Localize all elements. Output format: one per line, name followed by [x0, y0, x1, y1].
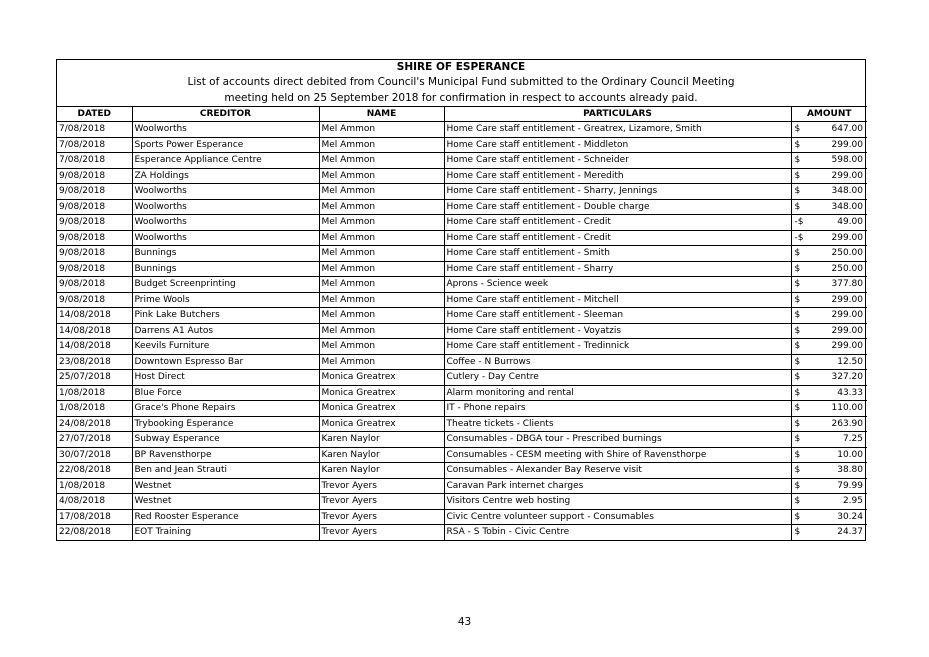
table-row — [57, 339, 867, 355]
cell-dated: 7/08/2018 — [57, 153, 132, 169]
cell-particulars: Aprons - Science week — [444, 277, 791, 293]
amount-value: 377.80 — [831, 279, 863, 290]
amount-value: 327.20 — [831, 372, 863, 383]
cell-dated: 27/07/2018 — [57, 432, 132, 448]
cell-name: Mel Ammon — [319, 308, 444, 324]
cell-name: Karen Naylor — [319, 463, 444, 479]
cell-name: Monica Greatrex — [319, 370, 444, 386]
cell-amount — [791, 184, 867, 200]
currency-symbol: $ — [794, 387, 801, 398]
cell-creditor: Bunnings — [132, 246, 319, 262]
cell-dated: 9/08/2018 — [57, 230, 132, 246]
cell-creditor: Esperance Appliance Centre — [132, 153, 319, 169]
cell-particulars: IT - Phone repairs — [444, 401, 791, 417]
currency-symbol: $ — [794, 325, 801, 336]
cell-particulars: Home Care staff entitlement - Middleton — [444, 137, 791, 153]
cell-amount — [791, 246, 867, 262]
cell-creditor: Budget Screenprinting — [132, 277, 319, 293]
currency-symbol: $ — [794, 263, 801, 274]
amount-value: 299.00 — [831, 325, 863, 336]
cell-name: Trevor Ayers — [319, 494, 444, 510]
currency-symbol: $ — [794, 139, 801, 150]
cell-dated: 23/08/2018 — [57, 354, 132, 370]
cell-dated: 14/08/2018 — [57, 308, 132, 324]
cell-dated: 22/08/2018 — [57, 463, 132, 479]
amount-value: 348.00 — [831, 201, 863, 212]
currency-symbol: -$ — [794, 232, 804, 243]
currency-symbol: $ — [794, 480, 801, 491]
page-number: 43 — [457, 616, 472, 628]
table-row — [57, 168, 867, 184]
cell-creditor: Ben and Jean Strauti — [132, 463, 319, 479]
cell-name: Monica Greatrex — [319, 416, 444, 432]
cell-amount — [791, 153, 867, 169]
cell-amount — [791, 215, 867, 231]
cell-amount — [791, 478, 867, 494]
amount-value: 299.00 — [831, 341, 863, 352]
cell-particulars: Home Care staff entitlement - Credit — [444, 230, 791, 246]
cell-creditor: Subway Esperance — [132, 432, 319, 448]
table-row — [57, 153, 867, 169]
cell-name: Mel Ammon — [319, 323, 444, 339]
table-row — [57, 122, 867, 138]
cell-name: Trevor Ayers — [319, 509, 444, 525]
currency-symbol: $ — [794, 170, 801, 181]
cell-creditor: EOT Training — [132, 525, 319, 540]
currency-symbol: -$ — [794, 217, 804, 228]
amount-value: 79.99 — [837, 480, 863, 491]
currency-symbol: $ — [794, 403, 801, 414]
cell-dated: 17/08/2018 — [57, 509, 132, 525]
table-row — [57, 447, 867, 463]
cell-name: Mel Ammon — [319, 153, 444, 169]
currency-symbol: $ — [794, 186, 801, 197]
cell-dated: 9/08/2018 — [57, 246, 132, 262]
cell-creditor: Bunnings — [132, 261, 319, 277]
table-row — [57, 184, 867, 200]
amount-value: 38.80 — [837, 465, 863, 476]
currency-symbol: $ — [794, 279, 801, 290]
cell-particulars: Home Care staff entitlement - Mitchell — [444, 292, 791, 308]
amount-value: 299.00 — [831, 232, 863, 243]
cell-name: Trevor Ayers — [319, 478, 444, 494]
column-header-name: NAME — [319, 106, 444, 122]
currency-symbol: $ — [794, 418, 801, 429]
column-header-particulars: PARTICULARS — [444, 106, 791, 122]
cell-dated: 7/08/2018 — [57, 137, 132, 153]
table-row — [57, 246, 867, 262]
currency-symbol: $ — [794, 434, 801, 445]
cell-amount — [791, 463, 867, 479]
currency-symbol: $ — [794, 465, 801, 476]
cell-particulars: Civic Centre volunteer support - Consumables — [444, 509, 791, 525]
table-row — [57, 137, 867, 153]
amount-value: 30.24 — [837, 511, 863, 522]
cell-name: Karen Naylor — [319, 432, 444, 448]
table-row — [57, 354, 867, 370]
cell-amount — [791, 447, 867, 463]
cell-name: Mel Ammon — [319, 339, 444, 355]
currency-symbol: $ — [794, 294, 801, 305]
document-title: SHIRE OF ESPERANCE — [396, 61, 526, 73]
amount-value: 647.00 — [831, 124, 863, 135]
amount-value: 299.00 — [831, 170, 863, 181]
cell-amount — [791, 494, 867, 510]
cell-dated: 9/08/2018 — [57, 215, 132, 231]
cell-amount — [791, 277, 867, 293]
cell-name: Mel Ammon — [319, 292, 444, 308]
cell-dated: 7/08/2018 — [57, 122, 132, 138]
table-row — [57, 308, 867, 324]
cell-particulars: Theatre tickets - Clients — [444, 416, 791, 432]
cell-name: Mel Ammon — [319, 230, 444, 246]
cell-dated: 9/08/2018 — [57, 292, 132, 308]
cell-creditor: Red Rooster Esperance — [132, 509, 319, 525]
cell-dated: 25/07/2018 — [57, 370, 132, 386]
cell-particulars: Home Care staff entitlement - Double charge — [444, 199, 791, 215]
cell-particulars: Home Care staff entitlement - Sleeman — [444, 308, 791, 324]
amount-value: 49.00 — [837, 217, 863, 228]
cell-name: Mel Ammon — [319, 122, 444, 138]
cell-particulars: Home Care staff entitlement - Smith — [444, 246, 791, 262]
cell-creditor: Woolworths — [132, 199, 319, 215]
cell-particulars: RSA - S Tobin - Civic Centre — [444, 525, 791, 540]
cell-amount — [791, 292, 867, 308]
cell-dated: 14/08/2018 — [57, 339, 132, 355]
cell-amount — [791, 308, 867, 324]
cell-particulars: Home Care staff entitlement - Sharry, Jennings — [444, 184, 791, 200]
cell-dated: 9/08/2018 — [57, 199, 132, 215]
cell-amount — [791, 385, 867, 401]
cell-dated: 9/08/2018 — [57, 184, 132, 200]
cell-amount — [791, 168, 867, 184]
document-subtitle-line1: List of accounts direct debited from Council's Municipal Fund submitted to the Ordinary Council Meeting — [187, 76, 735, 89]
cell-dated: 9/08/2018 — [57, 168, 132, 184]
cell-dated: 1/08/2018 — [57, 385, 132, 401]
table-row — [57, 401, 867, 417]
table-row — [57, 432, 867, 448]
table-row — [57, 230, 867, 246]
currency-symbol: $ — [794, 341, 801, 352]
currency-symbol: $ — [794, 527, 801, 538]
cell-creditor: Darrens A1 Autos — [132, 323, 319, 339]
cell-creditor: BP Ravensthorpe — [132, 447, 319, 463]
table-row — [57, 385, 867, 401]
cell-particulars: Alarm monitoring and rental — [444, 385, 791, 401]
cell-particulars: Coffee - N Burrows — [444, 354, 791, 370]
cell-amount — [791, 323, 867, 339]
cell-creditor: Trybooking Esperance — [132, 416, 319, 432]
currency-symbol: $ — [794, 372, 801, 383]
cell-name: Mel Ammon — [319, 354, 444, 370]
cell-dated: 9/08/2018 — [57, 261, 132, 277]
cell-particulars: Consumables - DBGA tour - Prescribed burnings — [444, 432, 791, 448]
cell-amount — [791, 354, 867, 370]
cell-name: Monica Greatrex — [319, 401, 444, 417]
cell-creditor: Sports Power Esperance — [132, 137, 319, 153]
cell-creditor: Westnet — [132, 494, 319, 510]
amount-value: 250.00 — [831, 248, 863, 259]
cell-amount — [791, 261, 867, 277]
table-row — [57, 292, 867, 308]
table-row — [57, 215, 867, 231]
column-header-creditor: CREDITOR — [132, 106, 319, 122]
amount-value: 250.00 — [831, 263, 863, 274]
cell-amount — [791, 432, 867, 448]
table-row — [57, 478, 867, 494]
cell-dated: 22/08/2018 — [57, 525, 132, 540]
cell-creditor: Blue Force — [132, 385, 319, 401]
amount-value: 7.25 — [842, 434, 863, 445]
amount-value: 43.33 — [837, 387, 863, 398]
cell-particulars: Home Care staff entitlement - Sharry — [444, 261, 791, 277]
currency-symbol: $ — [794, 496, 801, 507]
cell-name: Trevor Ayers — [319, 525, 444, 540]
cell-amount — [791, 370, 867, 386]
cell-creditor: Keevils Furniture — [132, 339, 319, 355]
currency-symbol: $ — [794, 201, 801, 212]
cell-amount — [791, 509, 867, 525]
cell-dated: 1/08/2018 — [57, 478, 132, 494]
amount-value: 598.00 — [831, 155, 863, 166]
amount-value: 2.95 — [842, 496, 863, 507]
cell-particulars: Home Care staff entitlement - Credit — [444, 215, 791, 231]
cell-creditor: Downtown Espresso Bar — [132, 354, 319, 370]
cell-dated: 4/08/2018 — [57, 494, 132, 510]
column-header-dated: DATED — [57, 106, 132, 122]
table-row — [57, 416, 867, 432]
cell-particulars: Home Care staff entitlement - Tredinnick — [444, 339, 791, 355]
cell-dated: 1/08/2018 — [57, 401, 132, 417]
cell-name: Mel Ammon — [319, 215, 444, 231]
document-subtitle-line2: meeting held on 25 September 2018 for confirmation in respect to accounts already paid. — [224, 91, 698, 104]
cell-creditor: Prime Wools — [132, 292, 319, 308]
cell-particulars: Home Care staff entitlement - Voyatzis — [444, 323, 791, 339]
cell-amount — [791, 416, 867, 432]
column-header-amount: AMOUNT — [791, 106, 867, 122]
currency-symbol: $ — [794, 356, 801, 367]
currency-symbol: $ — [794, 248, 801, 259]
table-row — [57, 261, 867, 277]
cell-amount — [791, 401, 867, 417]
cell-name: Mel Ammon — [319, 246, 444, 262]
amount-value: 299.00 — [831, 294, 863, 305]
cell-creditor: ZA Holdings — [132, 168, 319, 184]
currency-symbol: $ — [794, 124, 801, 135]
cell-particulars: Home Care staff entitlement - Schneider — [444, 153, 791, 169]
cell-amount — [791, 137, 867, 153]
table-row — [57, 494, 867, 510]
amount-value: 263.90 — [831, 418, 863, 429]
amount-value: 299.00 — [831, 139, 863, 150]
cell-creditor: Host Direct — [132, 370, 319, 386]
currency-symbol: $ — [794, 155, 801, 166]
amount-value: 348.00 — [831, 186, 863, 197]
amount-value: 299.00 — [831, 310, 863, 321]
amount-value: 10.00 — [837, 449, 863, 460]
currency-symbol: $ — [794, 310, 801, 321]
currency-symbol: $ — [794, 449, 801, 460]
cell-dated: 14/08/2018 — [57, 323, 132, 339]
table-row — [57, 277, 867, 293]
cell-name: Mel Ammon — [319, 184, 444, 200]
cell-amount — [791, 525, 867, 540]
cell-creditor: Woolworths — [132, 184, 319, 200]
cell-particulars: Consumables - CESM meeting with Shire of Ravensthorpe — [444, 447, 791, 463]
cell-particulars: Caravan Park internet charges — [444, 478, 791, 494]
cell-dated: 9/08/2018 — [57, 277, 132, 293]
table-row — [57, 509, 867, 525]
amount-value: 12.50 — [837, 356, 863, 367]
table-row — [57, 525, 867, 540]
cell-name: Mel Ammon — [319, 277, 444, 293]
table-header-row — [57, 106, 867, 122]
cell-amount — [791, 230, 867, 246]
cell-name: Monica Greatrex — [319, 385, 444, 401]
cell-particulars: Home Care staff entitlement - Meredith — [444, 168, 791, 184]
cell-creditor: Westnet — [132, 478, 319, 494]
cell-name: Mel Ammon — [319, 137, 444, 153]
cell-amount — [791, 199, 867, 215]
cell-creditor: Woolworths — [132, 215, 319, 231]
table-row — [57, 463, 867, 479]
amount-value: 24.37 — [837, 527, 863, 538]
cell-creditor: Grace's Phone Repairs — [132, 401, 319, 417]
table-row — [57, 199, 867, 215]
accounts-sheet — [56, 59, 866, 541]
cell-name: Karen Naylor — [319, 447, 444, 463]
cell-dated: 30/07/2018 — [57, 447, 132, 463]
cell-particulars: Visitors Centre web hosting — [444, 494, 791, 510]
cell-particulars: Home Care staff entitlement - Greatrex, Lizamore, Smith — [444, 122, 791, 138]
cell-creditor: Woolworths — [132, 122, 319, 138]
accounts-table — [57, 106, 867, 540]
cell-name: Mel Ammon — [319, 261, 444, 277]
table-row — [57, 323, 867, 339]
cell-amount — [791, 122, 867, 138]
cell-creditor: Woolworths — [132, 230, 319, 246]
cell-particulars: Cutlery - Day Centre — [444, 370, 791, 386]
cell-creditor: Pink Lake Butchers — [132, 308, 319, 324]
cell-name: Mel Ammon — [319, 168, 444, 184]
cell-dated: 24/08/2018 — [57, 416, 132, 432]
cell-particulars: Consumables - Alexander Bay Reserve visit — [444, 463, 791, 479]
table-row — [57, 370, 867, 386]
cell-name: Mel Ammon — [319, 199, 444, 215]
cell-amount — [791, 339, 867, 355]
currency-symbol: $ — [794, 511, 801, 522]
amount-value: 110.00 — [831, 403, 863, 414]
